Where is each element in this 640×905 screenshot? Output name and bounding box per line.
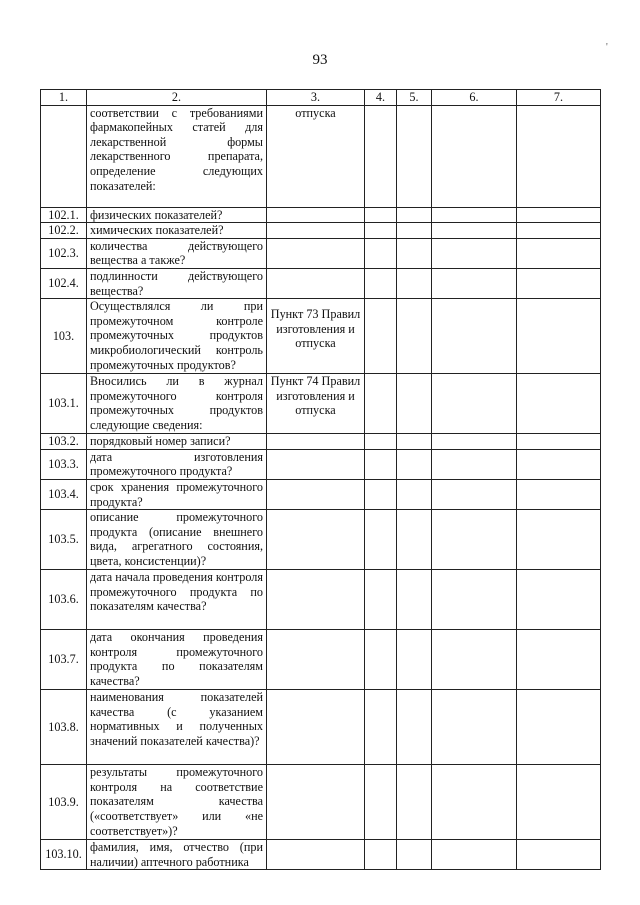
cell-empty [432,105,517,207]
row-number: 103.7. [41,630,87,690]
cell-empty [517,223,601,239]
cell-empty [517,105,601,207]
row-number: 102.3. [41,238,87,268]
row-question: Вносились ли в журнал промежуточного контроля промежуточных продуктов следующие сведения: [87,374,267,434]
cell-empty [432,630,517,690]
row-question: результаты промежуточного контроля на соответствие показателям качества («соответствует» или «не соответствует»)? [87,765,267,840]
row-question: описание промежуточного продукта (описание внешнего вида, агрегатного состояния, цвета, консистенции)? [87,510,267,570]
row-reference: Пункт 74 Правил изготовления и отпуска [267,374,365,434]
table-row [41,374,601,434]
cell-empty [517,479,601,509]
row-number [41,105,87,207]
cell-empty [432,238,517,268]
row-reference [267,268,365,298]
cell-empty [432,449,517,479]
cell-empty [397,207,432,223]
cell-empty [517,630,601,690]
cell-empty [432,765,517,840]
row-question: наименования показателей качества (с указанием нормативных и полученных значений показателей качества)? [87,690,267,765]
cell-empty [397,570,432,630]
table-row [41,268,601,298]
table-row [41,223,601,239]
row-question: физических показателей? [87,207,267,223]
cell-empty [365,434,397,450]
cell-empty [432,268,517,298]
row-reference: отпуска [267,105,365,207]
row-question: дата окончания проведения контроля промежуточного продукта по показателям качества? [87,630,267,690]
table-row [41,765,601,840]
cell-empty [397,238,432,268]
page-number: 93 [312,52,328,68]
cell-empty [397,479,432,509]
row-reference [267,238,365,268]
cell-empty [432,840,517,870]
cell-empty [365,479,397,509]
row-number: 102.1. [41,207,87,223]
cell-empty [517,840,601,870]
table-row [41,630,601,690]
cell-empty [365,105,397,207]
cell-empty [517,207,601,223]
row-question: дата изготовления промежуточного продукта? [87,449,267,479]
cell-empty [365,840,397,870]
row-reference [267,207,365,223]
table-row [41,690,601,765]
cell-empty [397,690,432,765]
cell-empty [432,570,517,630]
row-number: 103.6. [41,570,87,630]
cell-empty [365,268,397,298]
table-row [41,840,601,870]
row-question: Осуществлялся ли при промежуточном контроле промежуточных продуктов микробиологический контроль промежуточных продуктов? [87,299,267,374]
cell-empty [517,765,601,840]
cell-empty [365,223,397,239]
cell-empty [517,570,601,630]
cell-empty [517,268,601,298]
cell-empty [432,479,517,509]
cell-empty [365,630,397,690]
table-row [41,449,601,479]
table-row [41,570,601,630]
cell-empty [432,207,517,223]
cell-empty [397,105,432,207]
cell-empty [432,690,517,765]
table-row [41,238,601,268]
checklist-table [40,89,601,870]
column-header: 7. [517,90,601,106]
row-reference [267,479,365,509]
table-row [41,479,601,509]
column-header: 3. [267,90,365,106]
table-header-row [41,90,601,106]
cell-empty [517,449,601,479]
cell-empty [432,223,517,239]
table-row [41,434,601,450]
cell-empty [397,434,432,450]
table-row [41,299,601,374]
row-number: 103.8. [41,690,87,765]
row-reference [267,690,365,765]
column-header: 1. [41,90,87,106]
row-number: 103.5. [41,510,87,570]
column-header: 2. [87,90,267,106]
row-question: химических показателей? [87,223,267,239]
column-header: 6. [432,90,517,106]
cell-empty [397,840,432,870]
table-row [41,510,601,570]
cell-empty [397,268,432,298]
cell-empty [365,299,397,374]
cell-empty [397,299,432,374]
table-row [41,207,601,223]
cell-empty [365,374,397,434]
row-number: 103.9. [41,765,87,840]
row-number: 103.2. [41,434,87,450]
row-number: 103.3. [41,449,87,479]
row-reference [267,630,365,690]
cell-empty [365,570,397,630]
row-reference [267,223,365,239]
cell-empty [432,510,517,570]
row-question: срок хранения промежуточного продукта? [87,479,267,509]
cell-empty [517,374,601,434]
row-question: соответствии с требованиями фармакопейных статей для лекарственной формы лекарственного препарата, определение следующих показателей: [87,105,267,207]
row-number: 103. [41,299,87,374]
row-question: фамилия, имя, отчество (при наличии) аптечного работника [87,840,267,870]
row-number: 103.10. [41,840,87,870]
column-header: 4. [365,90,397,106]
row-reference [267,510,365,570]
row-question: подлинности действующего вещества? [87,268,267,298]
row-reference [267,434,365,450]
cell-empty [432,434,517,450]
cell-empty [365,690,397,765]
cell-empty [517,690,601,765]
row-question: количества действующего вещества а также? [87,238,267,268]
row-number: 102.4. [41,268,87,298]
table-row [41,105,601,207]
row-question: порядковый номер записи? [87,434,267,450]
row-reference [267,449,365,479]
cell-empty [397,374,432,434]
row-question: дата начала проведения контроля промежуточного продукта по показателям качества? [87,570,267,630]
cell-empty [432,374,517,434]
row-reference [267,570,365,630]
cell-empty [517,510,601,570]
cell-empty [517,434,601,450]
cell-empty [365,238,397,268]
row-reference: Пункт 73 Правил изготовления и отпуска [267,299,365,374]
row-reference [267,765,365,840]
cell-empty [397,449,432,479]
cell-empty [397,510,432,570]
column-header: 5. [397,90,432,106]
row-number: 102.2. [41,223,87,239]
row-reference [267,840,365,870]
cell-empty [365,207,397,223]
cell-empty [517,299,601,374]
row-number: 103.4. [41,479,87,509]
corner-mark: ' [606,42,608,53]
cell-empty [365,765,397,840]
cell-empty [397,223,432,239]
cell-empty [365,510,397,570]
cell-empty [397,765,432,840]
cell-empty [397,630,432,690]
cell-empty [365,449,397,479]
cell-empty [517,238,601,268]
row-number: 103.1. [41,374,87,434]
cell-empty [432,299,517,374]
